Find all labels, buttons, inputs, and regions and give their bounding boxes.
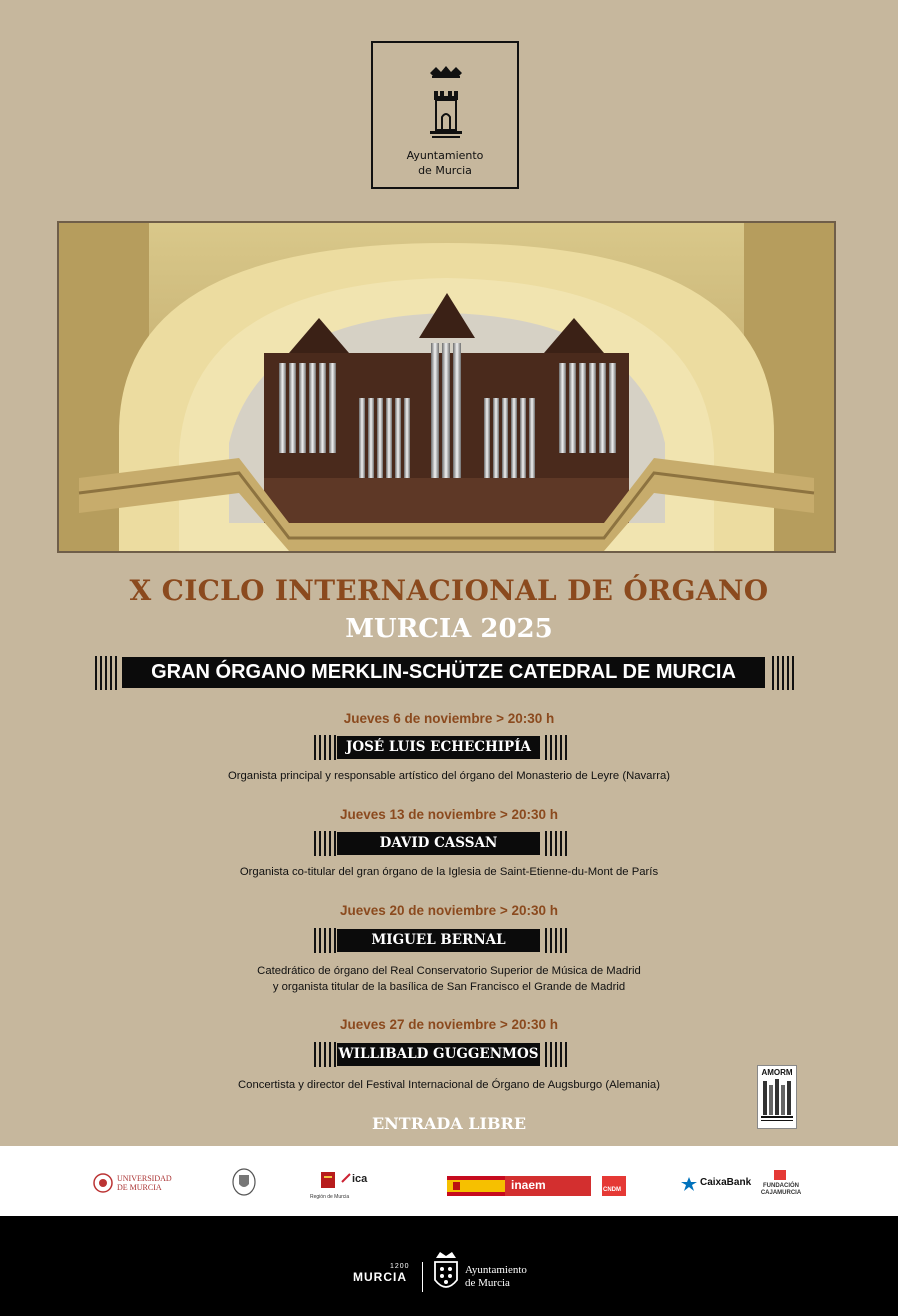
decor-bars-left: [95, 656, 117, 690]
caixabank-star-icon: [681, 1177, 697, 1191]
concert-date: Jueves 13 de noviembre > 20:30 h: [340, 807, 558, 822]
organ-pipes-icon: [758, 1077, 796, 1123]
ica-logo: ica: [352, 1173, 368, 1185]
performer-description-line1: Catedrático de órgano del Real Conservatorio Superior de Música de Madrid: [257, 965, 641, 977]
free-entry-label: ENTRADA LIBRE: [371, 1114, 527, 1133]
umu-seal-icon: [93, 1173, 113, 1193]
decor-bars-right: [545, 928, 567, 953]
amorm-logo: [757, 1065, 797, 1129]
decor-bars-left: [314, 928, 336, 953]
organ-photo: [57, 221, 836, 553]
footer-ayto-line1: Ayuntamiento: [465, 1264, 527, 1276]
ica-mark-icon: [340, 1172, 352, 1184]
cycle-subtitle: MURCIA 2025: [345, 614, 553, 644]
ayuntamiento-logo: [371, 41, 519, 189]
cndm-badge: [602, 1176, 626, 1196]
cajamurcia-logo: FUNDACIÓN CAJAMURCIA: [760, 1183, 802, 1196]
performer-description-line2: y organista titular de la basílica de San Francisco el Grande de Madrid: [272, 981, 626, 993]
footer-divider: [422, 1262, 423, 1292]
decor-bars-right: [545, 735, 567, 760]
footer: [0, 1216, 898, 1316]
murcia-coat-of-arms-icon: [432, 1248, 460, 1298]
decor-bars-right: [772, 656, 794, 690]
decor-bars-left: [314, 735, 336, 760]
performer-description: Organista principal y responsable artístico del órgano del Monasterio de Leyre (Navarra): [227, 770, 671, 782]
umu-logo: UNIVERSIDAD DE MURCIA: [117, 1174, 172, 1192]
footer-ayto-line2: de Murcia: [465, 1277, 510, 1289]
region-label: Región de Murcia: [310, 1194, 350, 1200]
cycle-title: X CICLO INTERNACIONAL DE ÓRGANO: [129, 574, 769, 607]
performer-description: Concertista y director del Festival Internacional de Órgano de Augsburgo (Alemania): [238, 1079, 660, 1091]
inaem-logo: inaem: [511, 1178, 546, 1192]
amorm-label: AMORM: [761, 1068, 793, 1077]
performer-description: Organista co-titular del gran órgano de la Iglesia de Saint-Etienne-du-Mont de París: [239, 866, 659, 878]
caixabank-logo: CaixaBank: [700, 1177, 752, 1188]
castle-crown-icon: [426, 65, 466, 143]
performer-name: DAVID CASSAN: [337, 832, 540, 855]
venue-banner: GRAN ÓRGANO MERKLIN-SCHÜTZE CATEDRAL DE MURCIA: [122, 657, 765, 688]
performer-name: MIGUEL BERNAL: [337, 929, 540, 952]
concert-date: Jueves 20 de noviembre > 20:30 h: [340, 903, 558, 918]
concert-date: Jueves 6 de noviembre > 20:30 h: [343, 711, 555, 726]
logo-line1: Ayuntamiento: [406, 149, 484, 162]
cajamurcia-mark-icon: [774, 1170, 786, 1180]
organ-illustration: [59, 223, 834, 551]
decor-bars-right: [545, 1042, 567, 1067]
logo-line2: de Murcia: [418, 164, 472, 177]
decor-bars-left: [314, 1042, 336, 1067]
performer-name: JOSÉ LUIS ECHECHIPÍA: [337, 736, 540, 759]
decor-bars-left: [314, 831, 336, 856]
murcia1200-number: 1200: [390, 1263, 410, 1270]
sponsors-band: [0, 1146, 898, 1216]
murcia1200-logo: MURCIA: [353, 1270, 407, 1284]
region-murcia-icon: [320, 1170, 336, 1190]
inaem-badge: [505, 1176, 591, 1196]
concert-date: Jueves 27 de noviembre > 20:30 h: [340, 1017, 558, 1032]
cndm-logo: CNDM: [603, 1187, 621, 1193]
spanish-government-icon: [447, 1176, 505, 1196]
decor-bars-right: [545, 831, 567, 856]
crest-icon: [232, 1168, 256, 1196]
performer-name: WILLIBALD GUGGENMOS: [337, 1043, 540, 1066]
